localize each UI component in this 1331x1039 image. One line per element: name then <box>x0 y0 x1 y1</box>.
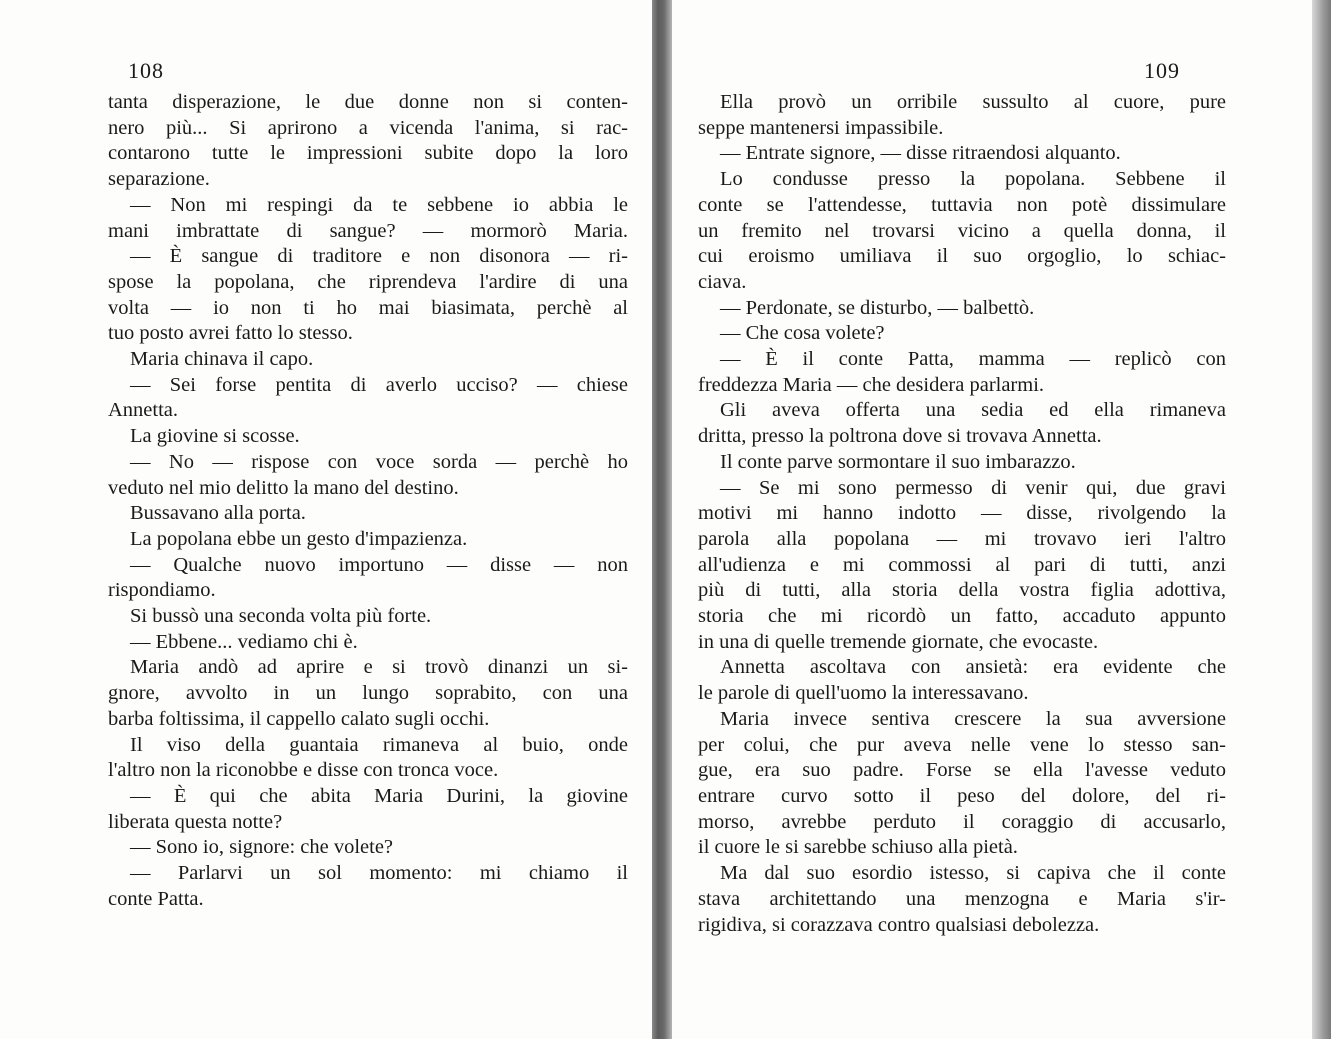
text-line: rigidiva, si corazzava contro qualsiasi debolezza. <box>698 913 1100 936</box>
text-line: conte se l'attendesse, tuttavia non potè dissimulare <box>698 193 1226 216</box>
text-line: Ma dal suo esordio istesso, si capiva che il conte <box>720 862 1226 885</box>
text-line: in una di quelle tremende giornate, che evocaste. <box>698 630 1099 653</box>
text-line: Si bussò una seconda volta più forte. <box>130 605 432 628</box>
text-line: — Se mi sono permesso di venir qui, due gravi <box>720 476 1226 499</box>
text-line: — Non mi respingi da te sebbene io abbia le <box>130 193 628 216</box>
text-line: più di tutti, alla storia della vostra figlia adottiva, <box>698 579 1226 602</box>
text-line: — Che cosa volete? <box>720 322 885 345</box>
text-line: motivi mi hanno indotto — disse, rivolgendo la <box>698 502 1226 525</box>
text-line: dritta, presso la poltrona dove si trovava Annetta. <box>698 425 1102 448</box>
text-line: mani imbrattate di sangue? — mormorò Maria. <box>108 219 628 242</box>
text-line: volta — io non ti ho mai biasimata, perchè al <box>108 296 628 319</box>
page-edge-shadow <box>1312 0 1331 1039</box>
text-line: Il viso della guantaia rimaneva al buio, onde <box>130 733 628 756</box>
text-line: La giovine si scosse. <box>130 425 300 448</box>
text-line: un fremito nel trovarsi vicino a quella donna, il <box>698 219 1226 242</box>
text-line: l'altro non la riconobbe e disse con tronca voce. <box>108 759 499 782</box>
text-line: La popolana ebbe un gesto d'impazienza. <box>130 527 468 550</box>
text-line: Maria andò ad aprire e si trovò dinanzi un si- <box>130 656 628 679</box>
text-line: — No — rispose con voce sorda — perchè ho <box>130 450 628 473</box>
text-line: cui eroismo umiliava il suo orgoglio, lo schiac- <box>698 245 1226 268</box>
text-line: ciava. <box>698 270 747 293</box>
left-page <box>0 0 652 1039</box>
text-line: Lo condusse presso la popolana. Sebbene il <box>720 168 1226 191</box>
text-line: storia che mi ricordò un fatto, accaduto appunto <box>698 605 1226 628</box>
text-line: — È qui che abita Maria Durini, la giovine <box>130 784 628 807</box>
right-page <box>672 0 1312 1039</box>
text-line: Maria chinava il capo. <box>130 348 314 371</box>
text-line: le parole di quell'uomo la interessavano. <box>698 682 1029 705</box>
text-line: Annetta. <box>108 399 179 422</box>
text-line: liberata questa notte? <box>108 810 283 833</box>
text-line: all'udienza e mi commossi al pari di tutti, anzi <box>698 553 1226 576</box>
page-number-right: 109 <box>1144 58 1180 83</box>
text-line: seppe mantenersi impassibile. <box>698 116 944 139</box>
text-line: Il conte parve sormontare il suo imbarazzo. <box>720 450 1076 473</box>
text-line: — Sei forse pentita di averlo ucciso? — chiese <box>130 373 628 396</box>
text-line: nero più... Si aprirono a vicenda l'anima, si rac- <box>108 116 628 139</box>
text-line: gue, era suo padre. Forse se ella l'avesse veduto <box>698 759 1226 782</box>
book-gutter <box>652 0 672 1039</box>
text-line: tuo posto avrei fatto lo stesso. <box>108 322 353 345</box>
text-line: per colui, che pur aveva nelle vene lo stesso san- <box>698 733 1226 756</box>
right-page-text <box>698 90 1226 938</box>
text-line: — Perdonate, se disturbo, — balbettò. <box>720 296 1035 319</box>
text-line: conte Patta. <box>108 887 204 910</box>
text-line: spose la popolana, che riprendeva l'ardire di una <box>108 270 628 293</box>
text-line: — È il conte Patta, mamma — replicò con <box>720 348 1226 371</box>
text-line: — Sono io, signore: che volete? <box>130 836 394 859</box>
text-line: tanta disperazione, le due donne non si conten- <box>108 91 628 113</box>
left-page-text <box>108 90 628 913</box>
text-line: gnore, avvolto in un lungo soprabito, con una <box>108 682 628 705</box>
text-line: — Ebbene... vediamo chi è. <box>130 630 358 653</box>
text-line: — Qualche nuovo importuno — disse — non <box>130 553 628 576</box>
text-line: parola alla popolana — mi trovavo ieri l'altro <box>698 527 1226 550</box>
text-line: Annetta ascoltava con ansietà: era evidente che <box>720 656 1226 679</box>
text-line: — Entrate signore, — disse ritraendosi alquanto. <box>720 142 1121 165</box>
text-line: il cuore le si sarebbe schiuso alla pietà. <box>698 836 1018 859</box>
text-line: entrare curvo sotto il peso del dolore, del ri- <box>698 784 1226 807</box>
text-line: Ella provò un orribile sussulto al cuore, pure <box>720 91 1226 113</box>
text-line: — Parlarvi un sol momento: mi chiamo il <box>130 862 628 885</box>
text-line: rispondiamo. <box>108 579 216 602</box>
text-line: Maria invece sentiva crescere la sua avversione <box>720 707 1226 730</box>
text-line: barba foltissima, il cappello calato sugli occhi. <box>108 707 490 730</box>
text-line: stava architettando una menzogna e Maria s'ir- <box>698 887 1226 910</box>
text-line: — È sangue di traditore e non disonora — ri- <box>130 245 628 268</box>
text-line: separazione. <box>108 168 210 191</box>
text-line: freddezza Maria — che desidera parlarmi. <box>698 373 1045 396</box>
text-line: veduto nel mio delitto la mano del destino. <box>108 476 459 499</box>
text-line: morso, avrebbe perduto il coraggio di accusarlo, <box>698 810 1226 833</box>
page-number-left: 108 <box>128 58 164 83</box>
text-line: contarono tutte le impressioni subite dopo la loro <box>108 142 628 165</box>
text-line: Gli aveva offerta una sedia ed ella rimaneva <box>720 399 1226 422</box>
text-line: Bussavano alla porta. <box>130 502 306 525</box>
